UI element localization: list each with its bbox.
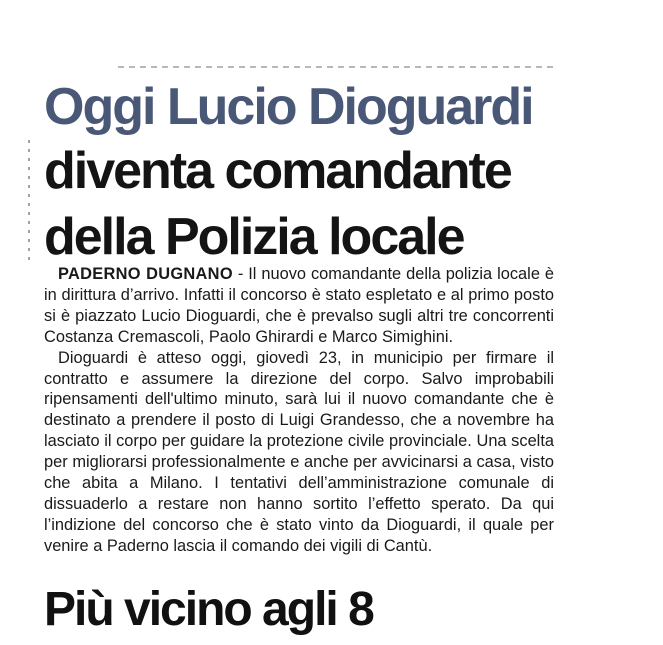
headline-line-1: Oggi Lucio Dioguardi bbox=[44, 78, 533, 136]
headline-line-2: diventa comandante bbox=[44, 142, 511, 200]
paragraph-1-text: - Il nuovo comandante della polizia locale è in dirittura d’arrivo. Infatti il concorso è stato espletato e al primo posto si è piazzato Lucio Dioguardi, che è prevalso sugli altri tre concorrenti Costanza Cremascoli, Paolo Ghirardi e Marco Simighini. bbox=[44, 265, 554, 346]
article-paragraph-1 bbox=[44, 264, 554, 348]
article-body bbox=[44, 264, 554, 557]
scan-edge-left bbox=[28, 140, 30, 260]
headline-line-3: della Polizia locale bbox=[44, 208, 464, 266]
scan-edge-top bbox=[118, 66, 558, 68]
dateline: PADERNO DUGNANO bbox=[58, 265, 233, 283]
next-article-headline-cropped bbox=[44, 583, 464, 636]
article-paragraph-2: Dioguardi è atteso oggi, giovedì 23, in municipio per firmare il contratto e assumere la direzione del corpo. Salvo improbabili ripensamenti dell'ultimo minuto, sarà lui il nuovo comandante che è destinato a prendere il posto di Luigi Grandesso, che a novembre ha lasciato il corpo per guidare la protezione civile provinciale. Una scelta per migliorarsi professionalmente e anche per avvicinarsi a casa, visto che abita a Milano. I tentativi dell’amministrazione comunale di dissuaderlo a restare non hanno sortito l’effetto sperato. Da qui l’indizione del concorso che è stato vinto da Dioguardi, il quale per venire a Paderno lascia il comando dei vigili di Cantù. bbox=[44, 348, 554, 555]
next-headline-text: Più vicino agli 8 bbox=[44, 583, 373, 636]
article-headline bbox=[44, 76, 533, 270]
